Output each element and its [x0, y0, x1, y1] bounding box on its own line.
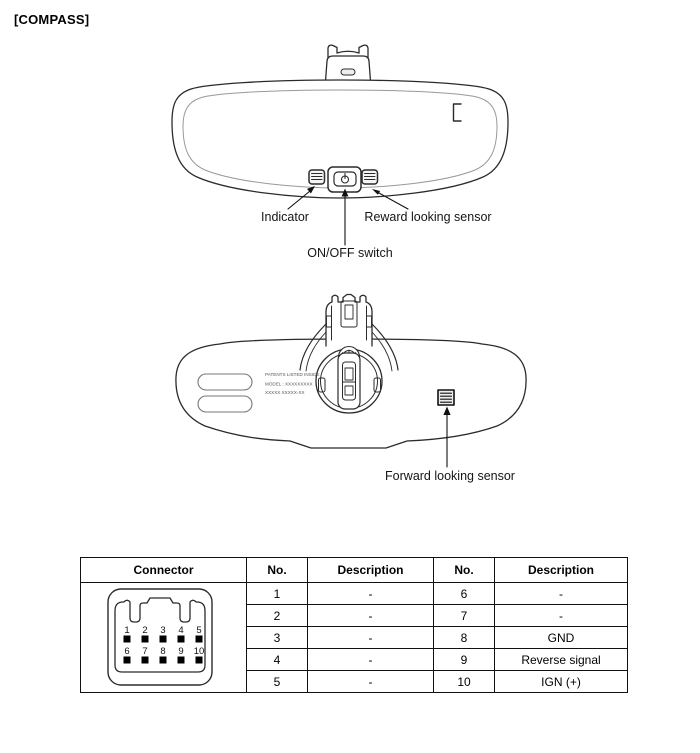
table-row [81, 583, 628, 605]
header-desc-left: Description [308, 558, 434, 583]
pin-squares-top [124, 636, 203, 643]
pin-desc-cell: - [495, 605, 628, 627]
pin-desc-cell: GND [495, 627, 628, 649]
forward-sensor-label: Forward looking sensor [385, 469, 515, 483]
indicator-label: Indicator [261, 210, 309, 224]
pin-number: 3 [160, 625, 166, 636]
pin-desc-cell: IGN (+) [495, 671, 628, 693]
pin-no-cell: 1 [247, 583, 308, 605]
connector-cell [81, 583, 247, 693]
pin-number: 7 [142, 646, 148, 657]
header-desc-right: Description [495, 558, 628, 583]
pin-no-cell: 8 [434, 627, 495, 649]
pinout-table [80, 557, 628, 693]
forward-sensor [438, 390, 454, 405]
header-no-right: No. [434, 558, 495, 583]
page-title: [COMPASS] [14, 12, 90, 27]
pin-no-cell: 3 [247, 627, 308, 649]
pin-number: 5 [196, 625, 202, 636]
pin-no-cell: 7 [434, 605, 495, 627]
pin-desc-cell: - [495, 583, 628, 605]
pin-squares-bottom [124, 657, 203, 664]
pin-desc-cell: - [308, 649, 434, 671]
pin-number: 8 [160, 646, 166, 657]
pin-desc-cell: - [308, 583, 434, 605]
header-connector: Connector [81, 558, 247, 583]
pin-numbers-bottom [124, 646, 204, 657]
pin-no-cell: 5 [247, 671, 308, 693]
case-print-line2: MODEL : XXXXXXXXX [265, 381, 313, 387]
pin-no-cell: 10 [434, 671, 495, 693]
pin-no-cell: 2 [247, 605, 308, 627]
pin-no-cell: 9 [434, 649, 495, 671]
pin-desc-cell: - [308, 671, 434, 693]
pin-number: 2 [142, 625, 148, 636]
pin-number: 1 [124, 625, 130, 636]
connector-diagram [83, 585, 244, 690]
pin-no-cell: 6 [434, 583, 495, 605]
pin-number: 9 [178, 646, 184, 657]
pin-number: 6 [124, 646, 130, 657]
pin-no-cell: 4 [247, 649, 308, 671]
case-print-line3: XXXXX XXXXX-XX [265, 390, 305, 395]
rearward-sensor-label: Reward looking sensor [364, 210, 492, 224]
pin-numbers-top [124, 625, 201, 636]
table-header-row [81, 558, 628, 583]
pin-number: 10 [193, 646, 205, 657]
pin-desc-cell: - [308, 605, 434, 627]
onoff-switch-label: ON/OFF switch [307, 246, 393, 260]
back-view-diagram [176, 295, 526, 468]
pin-desc-cell: - [308, 627, 434, 649]
pin-desc-cell: Reverse signal [495, 649, 628, 671]
header-no-left: No. [247, 558, 308, 583]
pin-number: 4 [178, 625, 184, 636]
case-print-line1: PATENTS LISTED INSIDE [265, 372, 320, 377]
